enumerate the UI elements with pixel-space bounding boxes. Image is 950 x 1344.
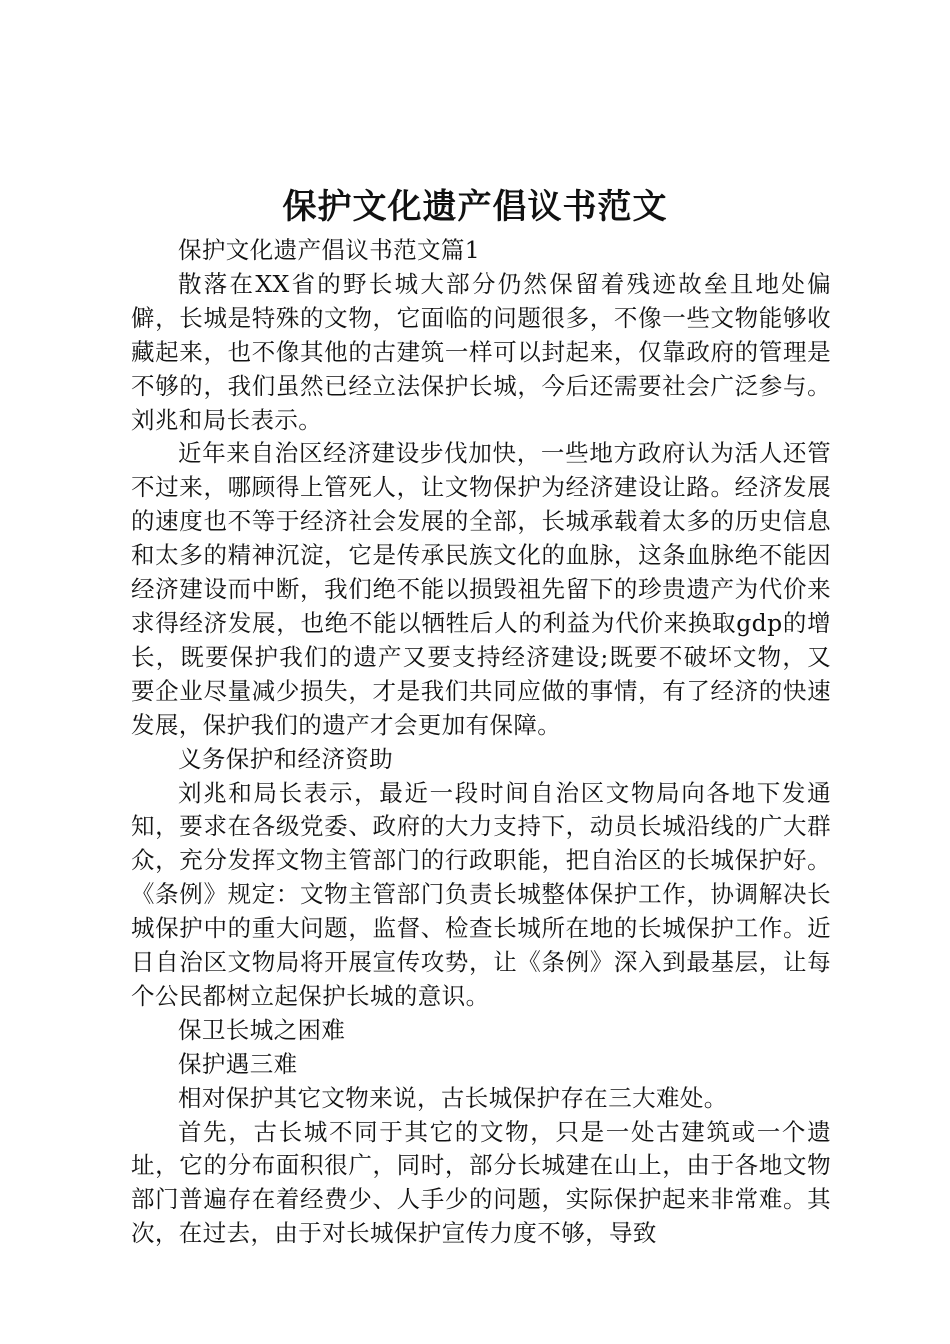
section-heading: 保护遇三难 bbox=[178, 1049, 298, 1078]
body-paragraph: 首先，古长城不同于其它的文物，只是一处古建筑或一个遗址，它的分布面积很广，同时，部分长城建在山上，由于各地文物部门普遍存在着经费少、人手少的问题，实际保护起来非常难。其次，在过去，由于对长城保护宣传力度不够，导致 bbox=[131, 1117, 831, 1248]
body-paragraph: 相对保护其它文物来说，古长城保护存在三大难处。 bbox=[178, 1083, 728, 1112]
document-title: 保护文化遗产倡议书范文 bbox=[282, 187, 668, 227]
section-heading: 义务保护和经济资助 bbox=[178, 744, 394, 773]
body-paragraph: 散落在XX省的野长城大部分仍然保留着残迹故垒且地处偏僻，长城是特殊的文物，它面临的问题很多，不像一些文物能够收藏起来，也不像其他的古建筑一样可以封起来，仅靠政府的管理是不够的，我们虽然已经立法保护长城，今后还需要社会广泛参与。刘兆和局长表示。 bbox=[131, 269, 831, 434]
document-body bbox=[131, 234, 831, 1251]
body-paragraph: 刘兆和局长表示，最近一段时间自治区文物局向各地下发通知，要求在各级党委、政府的大力支持下，动员长城沿线的广大群众，充分发挥文物主管部门的行政职能，把自治区的长城保护好。《条例》规定：文物主管部门负责长城整体保护工作，协调解决长城保护中的重大问题，监督、检查长城所在地的长城保护工作。近日自治区文物局将开展宣传攻势，让《条例》深入到最基层，让每个公民都树立起保护长城的意识。 bbox=[131, 778, 831, 1010]
body-paragraph: 近年来自治区经济建设步伐加快，一些地方政府认为活人还管不过来，哪顾得上管死人，让文物保护为经济建设让路。经济发展的速度也不等于经济社会发展的全部，长城承载着太多的历史信息和太多的精神沉淀，它是传承民族文化的血脉，这条血脉绝不能因经济建设而中断，我们绝不能以损毁祖先留下的珍贵遗产为代价来求得经济发展，也绝不能以牺牲后人的利益为代价来换取gdp的增长，既要保护我们的遗产又要支持经济建设;既要不破坏文物，又要企业尽量减少损失，才是我们共同应做的事情，有了经济的快速发展，保护我们的遗产才会更加有保障。 bbox=[131, 439, 831, 739]
section-heading: 保护文化遗产倡议书范文篇1 bbox=[178, 236, 481, 264]
section-heading: 保卫长城之困难 bbox=[178, 1015, 346, 1044]
